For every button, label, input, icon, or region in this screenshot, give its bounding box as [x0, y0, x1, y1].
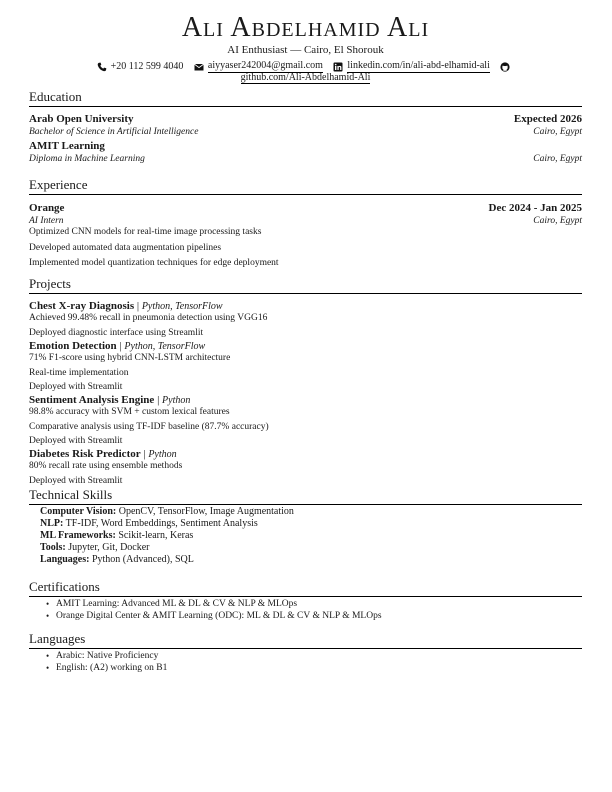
certification-item: • Orange Digital Center & AMIT Learning (ODC): ML & DL & CV & NLP & MLOps — [56, 611, 582, 623]
skill-value: Jupyter, Git, Docker — [68, 542, 150, 553]
role: AI Intern — [29, 216, 64, 226]
institution: AMIT Learning — [29, 140, 105, 152]
education-section — [29, 89, 582, 165]
language-item: • English: (A2) working on B1 — [56, 663, 582, 675]
education-entry — [29, 140, 582, 165]
project-tech: Python, TensorFlow — [124, 341, 206, 352]
section-title: Languages — [29, 631, 86, 646]
section-divider — [29, 596, 582, 597]
project-point: 98.8% accuracy with SVM + custom lexical features — [29, 407, 230, 417]
project-point: Deployed with Streamlit — [29, 436, 123, 446]
project-name: Sentiment Analysis Engine — [29, 394, 155, 406]
section-title: Certifications — [29, 579, 100, 594]
location: Cairo, Egypt — [533, 127, 582, 137]
project-point: 71% F1-score using hybrid CNN-LSTM architecture — [29, 353, 231, 363]
phone-contact — [97, 61, 184, 73]
contact-line-2 — [29, 72, 582, 84]
certifications-section — [29, 579, 582, 622]
project-point: Deployed with Streamlit — [29, 476, 123, 486]
project-name: Diabetes Risk Predictor — [29, 448, 141, 460]
envelope-icon — [194, 62, 204, 72]
certifications-list — [29, 599, 582, 622]
project-tech: Python, TensorFlow — [141, 301, 223, 312]
experience-entry — [29, 202, 582, 270]
degree: Bachelor of Science in Artificial Intelligence — [29, 127, 199, 137]
experience-section — [29, 177, 582, 270]
project-point: 80% recall rate using ensemble methods — [29, 461, 183, 471]
skill-label: Languages: — [40, 554, 90, 565]
skill-label: Tools: — [40, 542, 66, 553]
section-divider — [29, 106, 582, 107]
languages-list — [29, 651, 582, 674]
skills-section — [29, 487, 582, 566]
phone-icon — [97, 62, 107, 72]
skill-row — [29, 554, 582, 566]
section-title: Education — [29, 89, 82, 104]
github-contact — [500, 62, 514, 72]
skill-value: Scikit-learn, Keras — [118, 530, 194, 541]
section-title: Technical Skills — [29, 487, 113, 502]
tagline: AI Enthusiast — Cairo, El Shorouk — [227, 44, 384, 56]
project-point: Deployed diagnostic interface using Streamlit — [29, 328, 204, 338]
section-divider — [29, 194, 582, 195]
github-icon[interactable] — [500, 62, 510, 72]
projects-section — [29, 276, 582, 488]
section-divider — [29, 504, 582, 505]
project-entry: Sentiment Analysis Engine | Python 98.8% accuracy with SVM + custom lexical features Comparative analysis using TF-IDF baseline (87.7% accuracy) Deployed with Streamlit — [29, 394, 582, 448]
candidate-name: Ali Abdelhamid Ali — [181, 12, 430, 43]
project-point: Real-time implementation — [29, 368, 129, 378]
section-divider — [29, 648, 582, 649]
linkedin-icon — [333, 62, 343, 72]
date: Expected 2026 — [513, 113, 582, 125]
skill-label: Computer Vision: — [40, 506, 117, 517]
skill-row — [29, 506, 582, 518]
project-entry: Emotion Detection | Python, TensorFlow 71% F1-score using hybrid CNN-LSTM architecture Real-time implementation Deployed with Streamlit — [29, 340, 582, 394]
section-divider — [29, 293, 582, 294]
degree: Diploma in Machine Learning — [29, 154, 145, 164]
company: Orange — [29, 202, 65, 214]
skill-value: Python (Advanced), SQL — [91, 554, 194, 565]
github-link[interactable]: github.com/Ali-Abdelhamid-Ali — [240, 72, 371, 83]
experience-point: Optimized CNN models for real-time image processing tasks — [29, 227, 262, 237]
language-item: • Arabic: Native Proficiency — [56, 651, 582, 663]
project-point: Achieved 99.48% recall in pneumonia detection using VGG16 — [29, 313, 268, 323]
email-link[interactable]: aiyyaser242004@gmail.com — [207, 60, 323, 71]
project-name: Chest X-ray Diagnosis — [29, 300, 135, 312]
project-tech: Python — [162, 395, 191, 406]
certification-item: • AMIT Learning: Advanced ML & DL & CV & NLP & MLOps — [56, 599, 582, 611]
section-title: Projects — [29, 276, 71, 291]
education-entry — [29, 113, 582, 138]
institution: Arab Open University — [29, 113, 134, 125]
experience-point: Developed automated data augmentation pipelines — [29, 243, 222, 253]
section-title: Experience — [29, 177, 88, 192]
skill-value: TF-IDF, Word Embeddings, Sentiment Analysis — [65, 518, 258, 529]
project-entry: Diabetes Risk Predictor | Python 80% recall rate using ensemble methods Deployed with Streamlit — [29, 448, 582, 488]
experience-point: Implemented model quantization techniques for edge deployment — [29, 258, 279, 268]
skill-value: OpenCV, TensorFlow, Image Augmentation — [118, 506, 294, 517]
project-entry: Chest X-ray Diagnosis | Python, TensorFlow Achieved 99.48% recall in pneumonia detection using VGG16 Deployed diagnostic interface using Streamlit — [29, 300, 582, 340]
skill-row — [29, 542, 582, 554]
skill-row — [29, 530, 582, 542]
project-name: Emotion Detection — [29, 340, 117, 352]
skill-label: ML Frameworks: — [40, 530, 116, 541]
location: Cairo, Egypt — [533, 154, 582, 164]
skill-label: NLP: — [40, 518, 64, 529]
phone-number: +20 112 599 4040 — [110, 60, 184, 72]
skill-row — [29, 518, 582, 530]
location: Cairo, Egypt — [533, 216, 582, 226]
project-point: Comparative analysis using TF-IDF baseline (87.7% accuracy) — [29, 422, 269, 432]
date: Dec 2024 - Jan 2025 — [488, 202, 582, 214]
linkedin-link[interactable]: linkedin.com/in/ali-abd-elhamid-ali — [347, 60, 490, 71]
project-point: Deployed with Streamlit — [29, 382, 123, 392]
languages-section — [29, 631, 582, 674]
project-tech: Python — [148, 449, 177, 460]
